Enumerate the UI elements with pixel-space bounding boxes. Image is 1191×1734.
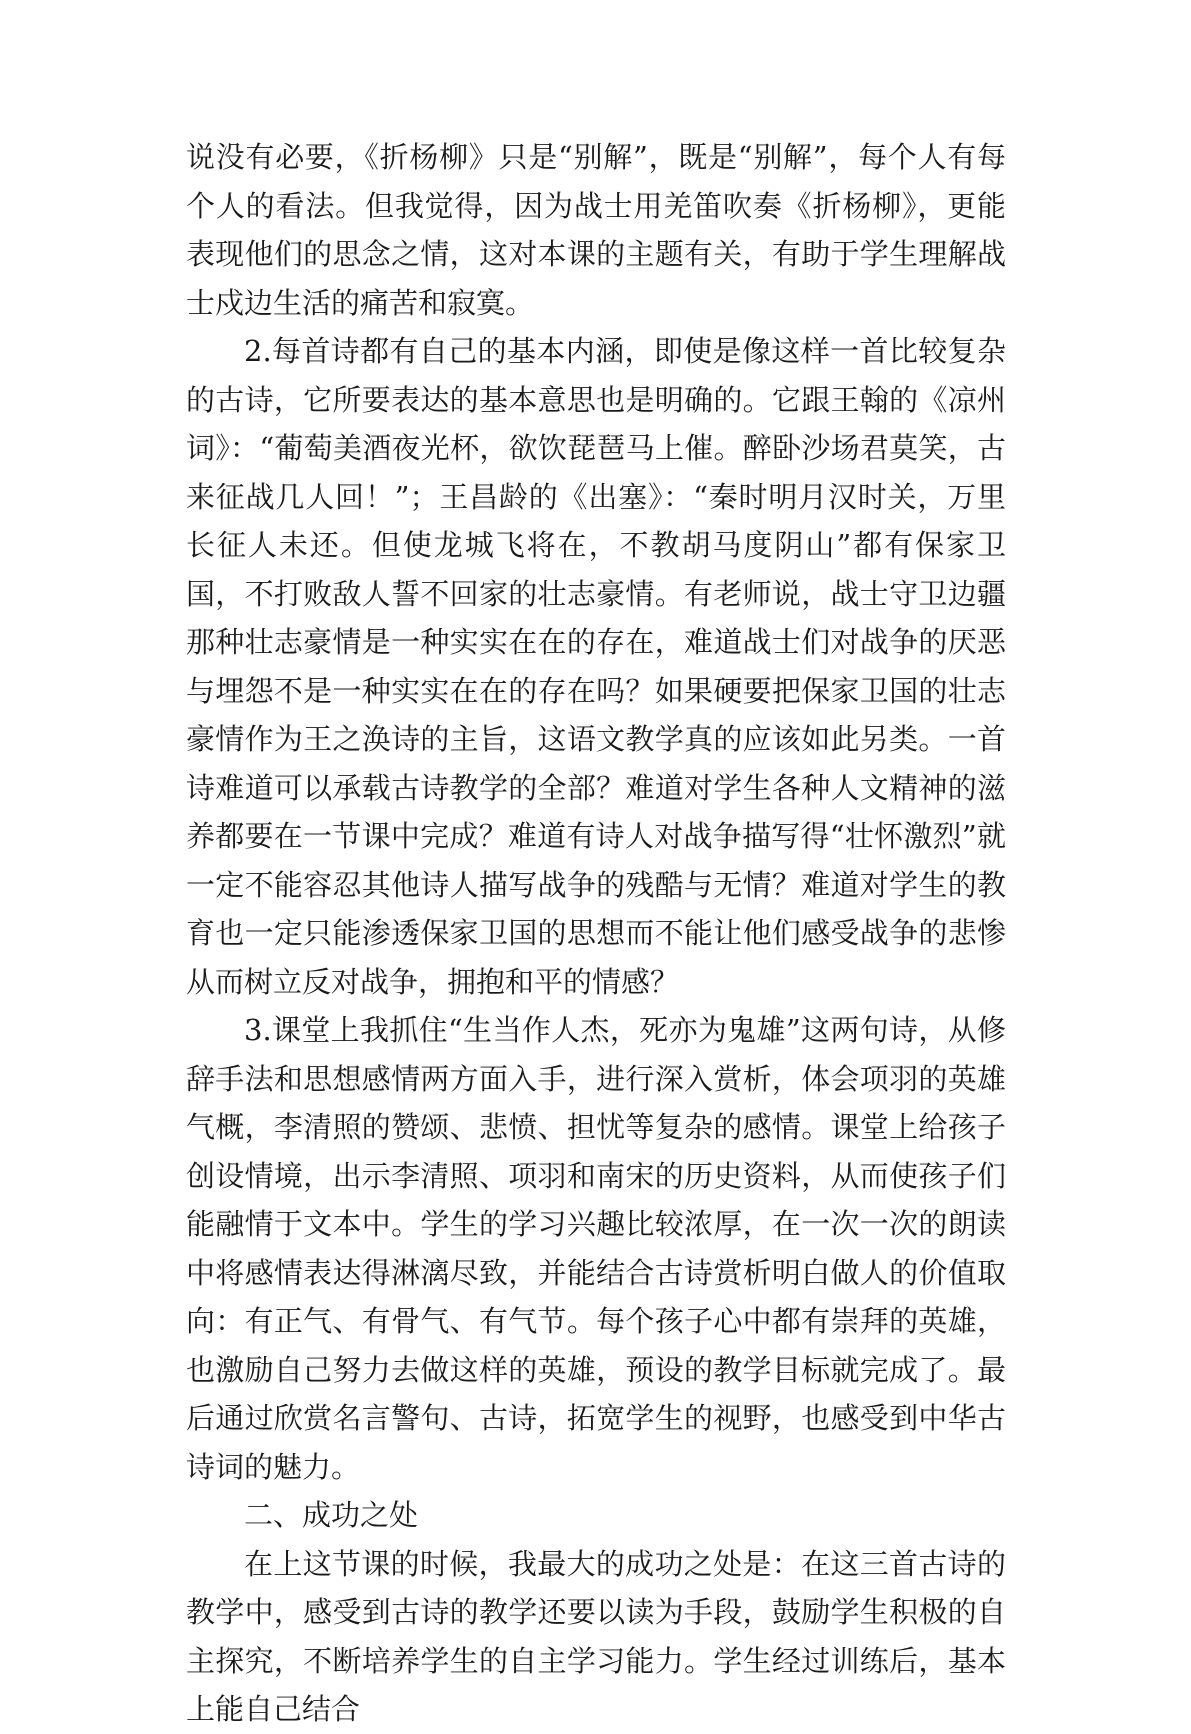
paragraph-success: 在上这节课的时候，我最大的成功之处是：在这三首古诗的教学中，感受到古诗的教学还要以读为手段，鼓励学生积极的自主探究，不断培养学生的自主学习能力。学生经过训练后，基本上能自己结合	[186, 1546, 1006, 1726]
body-text	[186, 133, 1006, 1734]
section-heading-success: 二、成功之处	[244, 1498, 419, 1532]
paragraph-point-2: 2.每首诗都有自己的基本内涵，即使是像这样一首比较复杂的古诗，它所要表达的基本意思也是明确的。它跟王翰的《凉州词》：“葡萄美酒夜光杯，欲饮琵琶马上催。醉卧沙场君莫笑，古来征战几人回！”；王昌龄的《出塞》：“秦时明月汉时关，万里长征人未还。但使龙城飞将在，不教胡马度阴山”都有保家卫国，不打败敌人誓不回家的壮志豪情。有老师说，战士守卫边疆那种壮志豪情是一种实实在在的存在，难道战士们对战争的厌恶与埋怨不是一种实实在在的存在吗？如果硬要把保家卫国的壮志豪情作为王之涣诗的主旨，这语文教学真的应该如此另类。一首诗难道可以承载古诗教学的全部？难道对学生各种人文精神的滋养都要在一节课中完成？难道有诗人对战争描写得“壮怀激烈”就一定不能容忍其他诗人描写战争的残酷与无情？难道对学生的教育也一定只能渗透保家卫国的思想而不能让他们感受战争的悲惨从而树立反对战争，拥抱和平的情感？	[186, 334, 1006, 999]
paragraph-continuation: 说没有必要，《折杨柳》只是“别解”，既是“别解”，每个人有每个人的看法。但我觉得，因为战士用羌笛吹奏《折杨柳》，更能表现他们的思念之情，这对本课的主题有关，有助于学生理解战士戍边生活的痛苦和寂寞。	[186, 140, 1006, 320]
paragraph-point-3: 3.课堂上我抓住“生当作人杰，死亦为鬼雄”这两句诗，从修辞手法和思想感情两方面入手，进行深入赏析，体会项羽的英雄气概，李清照的赞颂、悲愤、担忧等复杂的感情。课堂上给孩子创设情境，出示李清照、项羽和南宋的历史资料，从而使孩子们能融情于文本中。学生的学习兴趣比较浓厚，在一次一次的朗读中将感情表达得淋漓尽致，并能结合古诗赏析明白做人的价值取向：有正气、有骨气、有气节。每个孩子心中都有崇拜的英雄，也激励自己努力去做这样的英雄，预设的教学目标就完成了。最后通过欣赏名言警句、古诗，拓宽学生的视野，也感受到中华古诗词的魅力。	[186, 1013, 1006, 1484]
